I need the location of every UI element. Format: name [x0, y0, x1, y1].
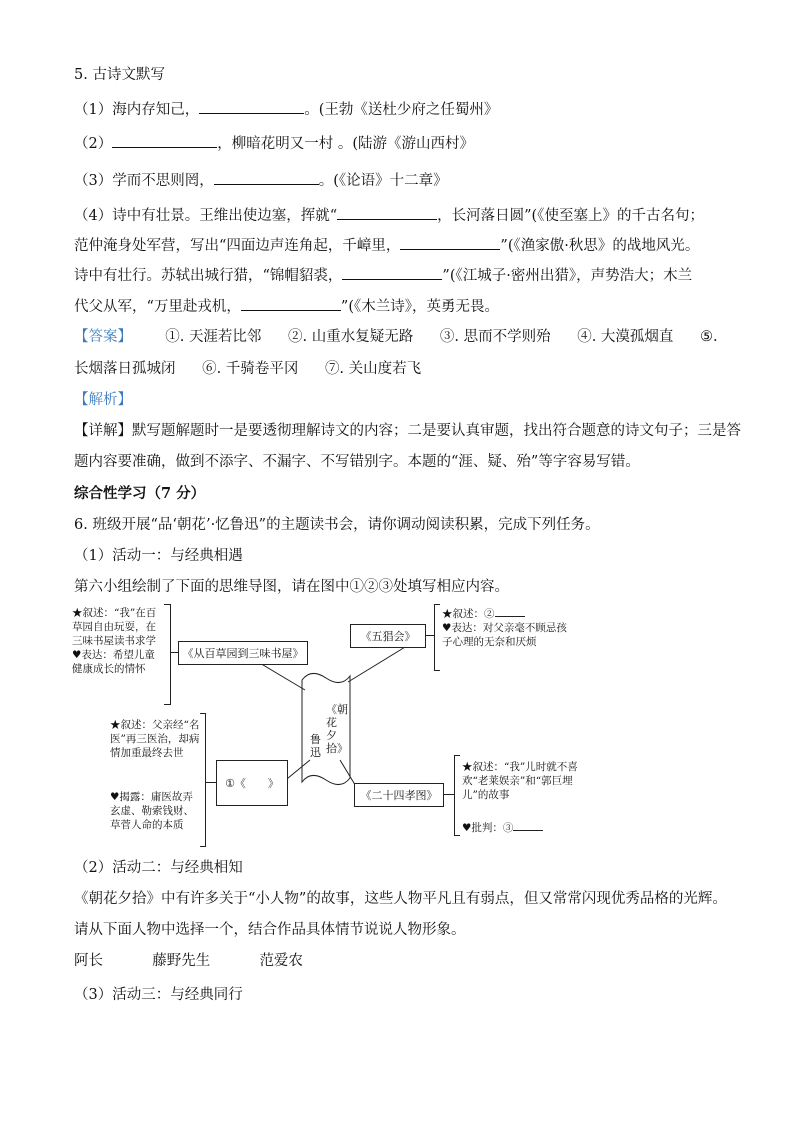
q5-title: 5. 古诗文默写	[74, 67, 165, 83]
book3-expose: ♥揭露：庸医故弄玄虚、勒索钱财、草菅人命的本质	[110, 791, 194, 831]
q5-line3-post: 。(《论语》十二章》	[318, 173, 448, 189]
book-box-blank-1[interactable]: ①《 》	[216, 760, 288, 806]
q5-line4a-pre: （4）诗中有壮景。王维出使边塞，挥就“	[74, 208, 338, 224]
answer-item	[577, 327, 673, 347]
book-box-ershisixiaotu: 《二十四孝图》	[354, 783, 444, 807]
q5-line4b	[74, 235, 699, 256]
book2-narrate: ★叙述：②	[442, 608, 495, 620]
answer-item	[202, 359, 298, 379]
answer-blank[interactable]	[400, 235, 500, 250]
q6-activity2-desc2: 请从下面人物中选择一个，结合作品具体情节说说人物形象。	[74, 922, 466, 938]
q5-line4d	[74, 296, 499, 317]
book4-critique-label: ♥批判：③	[462, 822, 514, 834]
q5-line4d-pre: 代父从军，“万里赴戎机，	[74, 299, 241, 315]
answer-num: ⑦.	[324, 361, 345, 377]
answer-text: 千骑卷平冈	[225, 361, 299, 377]
q5-line3-pre: （3）学而不思则罔，	[74, 173, 214, 189]
answer-blank-3[interactable]	[513, 820, 543, 831]
book4-critique	[462, 820, 594, 835]
answer-line2	[74, 359, 443, 379]
q5-line4a	[74, 205, 704, 226]
answer-item	[74, 359, 176, 379]
bracket-line	[444, 794, 454, 795]
answer-blank[interactable]	[214, 170, 319, 185]
answer-item	[440, 327, 551, 347]
bracket-line	[170, 652, 178, 653]
answer-item	[288, 327, 413, 347]
section-title: 综合性学习（7 分）	[74, 485, 206, 502]
bracket-line	[200, 713, 206, 714]
q5-line4a-post: ，长河落日圆”(《使至塞上》的千古名句；	[437, 208, 704, 224]
answer-blank[interactable]	[199, 99, 304, 114]
bracket-line	[205, 782, 216, 783]
book4-narrate: ★叙述：“我”儿时就不喜欢“老莱娱亲”和“郭巨埋儿”的故事	[462, 761, 578, 801]
q6-activity1: （1）活动一：与经典相遇	[74, 548, 243, 564]
bracket-line	[434, 604, 440, 605]
answer-num: ①.	[165, 329, 185, 345]
answer-item	[325, 359, 421, 379]
answer-text: 大漠孤烟直	[600, 329, 674, 345]
q6-intro: 6. 班级开展“品‘朝花’·忆鲁迅”的主题读书会，请你调动阅读积累，完成下列任务。	[74, 517, 600, 533]
q5-line1-pre: （1）海内存知己，	[74, 102, 200, 118]
answer-label: 【答案】	[74, 329, 132, 345]
bracket-line	[454, 835, 460, 836]
character-option: 阿长	[74, 953, 103, 969]
q5-line2	[74, 133, 474, 154]
q5-line4b-post: ”(《渔家傲·秋思》的战地风光。	[500, 238, 700, 254]
bracket-line	[434, 604, 435, 670]
q5-line4c-pre: 诗中有壮行。苏轼出城行猎，“锦帽貂裘，	[74, 268, 343, 284]
q6-activity2-desc1: 《朝花夕拾》中有许多关于“小人物”的故事，这些人物平凡且有弱点，但又常常闪现优秀品格的光辉。	[74, 891, 727, 907]
book2-note	[442, 606, 572, 649]
bracket-line	[170, 604, 171, 704]
answer-blank[interactable]	[241, 296, 341, 311]
q5-line4b-pre: 范仲淹身处军营，写出“四面边声连角起，千嶂里，	[74, 238, 401, 254]
bracket-line	[434, 670, 440, 671]
book3-narrate: ★叙述：父亲经“名医”再三医治，却病情加重最终去世	[110, 719, 200, 759]
q5-line3	[74, 170, 448, 191]
answer-text: 山重水复疑无路	[311, 329, 414, 345]
bracket-line	[454, 755, 455, 835]
answer-blank[interactable]	[337, 205, 437, 220]
answer-num: ⑥.	[202, 361, 222, 377]
answer-line1	[74, 327, 718, 347]
answer-text: 长烟落日孤城闭	[74, 361, 176, 377]
center-title: 《朝花夕拾》	[326, 703, 348, 755]
answer-num: ③.	[439, 329, 459, 345]
bracket-line	[454, 755, 460, 756]
q5-line4c-post: ”(《江城子·密州出猎》，声势浩大；木兰	[442, 268, 693, 284]
character-option: 藤野先生	[152, 953, 211, 969]
q5-line2-pre: （2）	[74, 136, 113, 152]
q5-line1-post: 。(王勃《送杜少府之任蜀州》	[304, 102, 499, 118]
q5-line1	[74, 99, 498, 120]
answer-item	[165, 327, 261, 347]
q5-line2-post: ，柳暗花明又一村 。(陆游《游山西村》	[217, 136, 474, 152]
character-list	[74, 951, 303, 971]
q6-activity1-desc: 第六小组绘制了下面的思维导图，请在图中①②③处填写相应内容。	[74, 579, 509, 595]
answer-blank[interactable]	[342, 265, 442, 280]
answer-num: ②.	[288, 329, 308, 345]
q6-activity2: （2）活动二：与经典相知	[74, 860, 243, 876]
q6-activity3: （3）活动三：与经典同行	[74, 987, 243, 1003]
bracket-line	[200, 846, 206, 847]
book1-note: ★叙述：“我”在百草园自由玩耍，在三味书屋读书求学 ♥表达：希望儿童健康成长的情怀	[72, 607, 157, 675]
bracket-line	[164, 604, 171, 605]
answer-text: 天涯若比邻	[188, 329, 262, 345]
analysis-label: 【解析】	[74, 392, 132, 408]
mind-map	[60, 600, 620, 850]
q5-line4d-post: ”(《木兰诗》，英勇无畏。	[340, 299, 499, 315]
bracket-line	[426, 635, 434, 636]
character-option: 范爱农	[259, 953, 303, 969]
book-box-wuchanghui: 《五猖会》	[350, 624, 426, 648]
book2-express: ♥表达：对父亲毫不顾忌孩子心理的无奈和厌烦	[442, 622, 567, 648]
q5-line4c	[74, 265, 692, 286]
center-author: 鲁迅	[310, 733, 321, 759]
book-box-baicaoyuan: 《从百草园到三味书屋》	[178, 641, 308, 665]
answer-item	[700, 327, 718, 347]
analysis-detail-1: 【详解】默写题解题时一是要透彻理解诗文的内容；二是要认真审题，找出符合题意的诗文句子；三是答	[74, 423, 741, 439]
answer-blank-2[interactable]	[495, 606, 525, 617]
answer-text: 思而不学则殆	[463, 329, 551, 345]
answer-blank[interactable]	[112, 133, 217, 148]
bracket-line	[205, 713, 206, 847]
analysis-detail-2: 题内容要准确，做到不添字、不漏字、不写错别字。本题的“涯、疑、殆”等字容易写错。	[74, 454, 640, 470]
answer-num: ⑤.	[700, 329, 718, 345]
bracket-line	[164, 704, 171, 705]
answer-text: 关山度若飞	[348, 361, 422, 377]
answer-num: ④.	[577, 329, 597, 345]
